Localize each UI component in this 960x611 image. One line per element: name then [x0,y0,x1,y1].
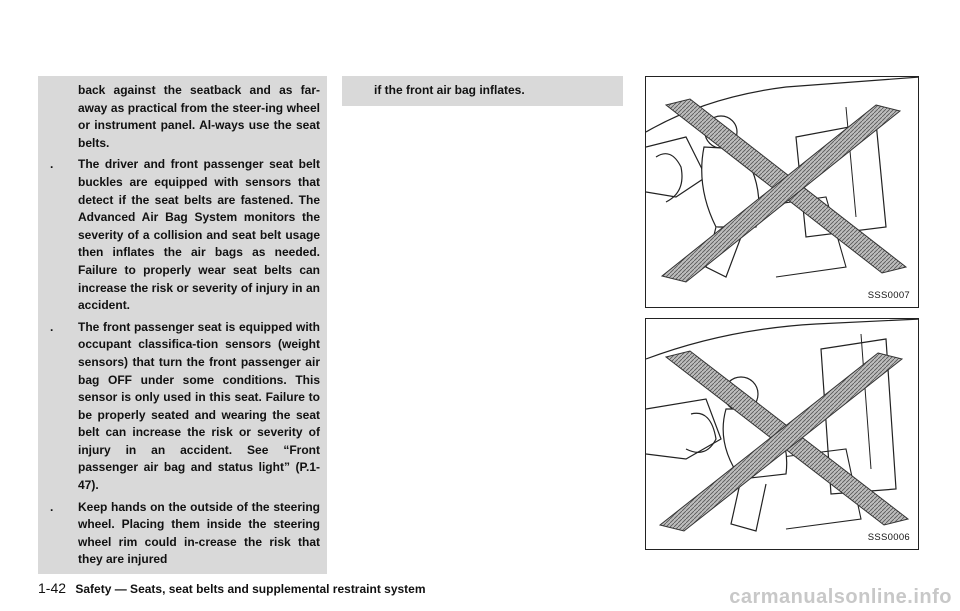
figure-child-near-airbag [645,76,919,308]
steering-wheel [686,413,716,452]
bullet-item [48,499,320,569]
child-leaning-dashboard-illustration [646,319,919,550]
bullet-text: The driver and front passenger seat belt buckles are equipped with sensors that detect if the seat belts are fastened. The Advanced Air Bag System monitors the severity of a collision and seat belt usage then inflates the air bags as needed. Failure to properly wear seat belts can increase the risk or severity of injury in an accident. [78,157,320,313]
dashboard-outline [646,137,706,197]
page-number: 1-42 [38,580,67,596]
bullet-text: The front passenger seat is equipped with occupant classifica-tion sensors (weight sensors) that turn the front passenger air bag OFF under some conditions. This sensor is only used in this seat. Failure to be properly seated and wearing the seat belt can increase the risk or severity of injury in an accident. See “Front passenger air bag and status light” (P.1-47). [78,319,320,493]
figure-child-leaning-dashboard [645,318,919,550]
dashboard-outline [646,399,721,459]
section-title: Safety — Seats, seat belts and supplemental restraint system [75,582,426,596]
bullet-marker: . [50,157,54,172]
figure-code: SSS0007 [867,290,910,301]
figure-code: SSS0006 [867,532,910,543]
bullet-marker: . [50,499,54,514]
intro-paragraph: back against the seatback and as far-away as practical from the steer-ing wheel or instrument panel. Al-ways use the seat belts. [78,83,320,150]
bullet-item [48,319,320,495]
child-near-airbag-illustration [646,77,919,308]
left-column-text [48,82,320,569]
bullet-marker: . [50,319,54,334]
bullet-item [48,156,320,314]
middle-column-text: if the front air bag inflates. [374,83,525,97]
page-footer [38,580,426,596]
seat-belt [861,334,871,469]
bullet-text: Keep hands on the outside of the steering wheel. Placing them inside the steering wheel rim could in-crease the risk that they are injured [78,499,320,567]
watermark: carmanualsonline.info [729,586,952,608]
